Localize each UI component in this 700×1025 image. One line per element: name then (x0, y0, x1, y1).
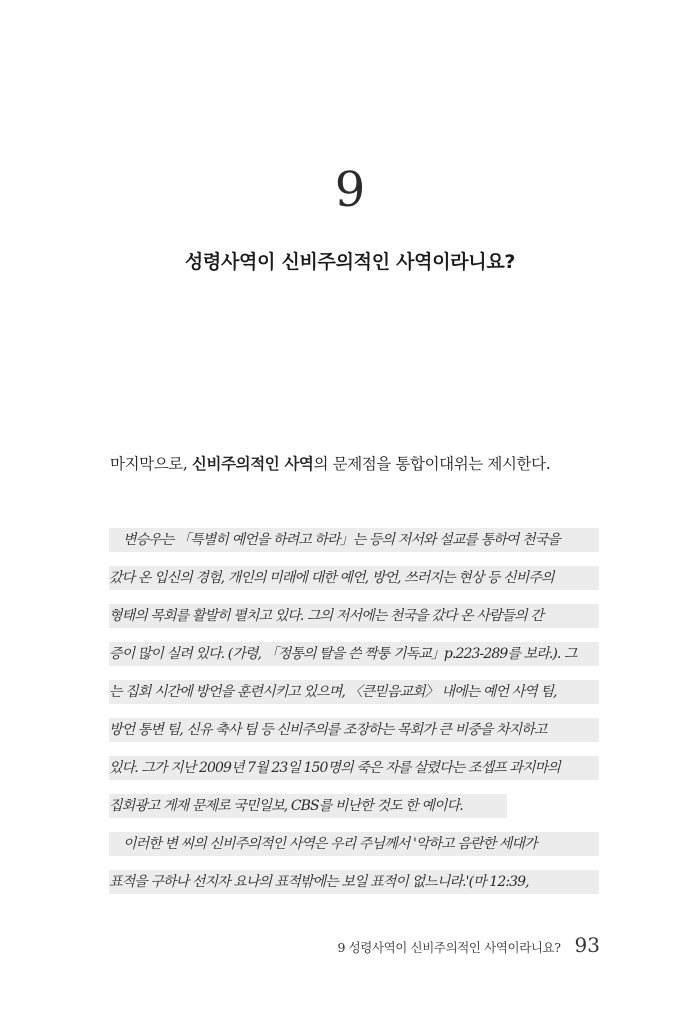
quote-line: 갔다 온 입신의 경험, 개인의 미래에 대한 예언, 방언, 쓰러지는 현상 등 신비주의 (109, 566, 599, 590)
quote-line: 방언 통변 팀, 신유 축사 팀 등 신비주의를 조장하는 목회가 큰 비중을 차지하고 (109, 718, 599, 742)
quote-line: 이러한 변 씨의 신비주의적인 사역은 우리 주님께서 '악하고 음란한 세대가 (109, 832, 599, 856)
quote-line: 있다. 그가 지난 2009년 7월 23일 150명의 죽은 자를 살렸다는 조셉프 과지마의 (109, 756, 599, 780)
intro-text-before: 마지막으로, (110, 455, 192, 473)
quote-line: 형태의 목회를 활발히 펼치고 있다. 그의 저서에는 천국을 갔다 온 사람들의 간 (109, 604, 599, 628)
page-number: 93 (574, 933, 600, 957)
quote-line: 표적을 구하나 선지자 요나의 표적밖에는 보일 표적이 없느니라.'(마 12:39, (109, 870, 599, 894)
chapter-title: 성령사역이 신비주의적인 사역이라니요? (184, 251, 516, 273)
intro-paragraph (110, 452, 610, 474)
quote-line: 는 집회 시간에 방언을 훈련시키고 있으며, 〈큰믿음교회〉 내에는 예언 사역 팀, (109, 680, 599, 704)
chapter-number: 9 (334, 162, 366, 218)
intro-bold-term: 신비주의적인 사역 (191, 455, 314, 473)
quote-line: 집회광고 게재 문제로 국민일보, CBS를 비난한 것도 한 예이다. (109, 794, 507, 818)
quote-line: 증이 많이 실려 있다. (가령, 「정통의 탈을 쓴 짝퉁 기독교」p.223-289를 보라.). 그 (109, 642, 599, 666)
running-title: 9 성령사역이 신비주의적인 사역이라니요? (337, 940, 561, 955)
quote-line: 변승우는 「특별히 예언을 하려고 하라」는 등의 저서와 설교를 통하여 천국을 (109, 528, 599, 552)
page-footer (337, 933, 600, 957)
intro-text-after: 의 문제점을 통합이대위는 제시한다. (313, 455, 551, 473)
